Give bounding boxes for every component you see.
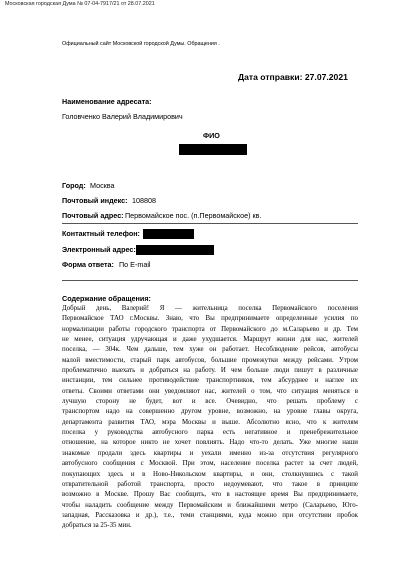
appeal-line: возможно в Москве. Прошу Вас сообщить, что в настоящее время Вы предпринимаете,: [62, 491, 358, 499]
appeal-line: западная, Рассказовка и др.), т.е., теми станциями, куда можно при отсутствии пробок: [62, 511, 358, 519]
address-label: Почтовый адрес:: [62, 211, 124, 220]
reply-form-value: По E-mail: [119, 260, 151, 269]
city-label: Город:: [62, 181, 86, 190]
phone-redaction: [143, 229, 194, 239]
send-date: [238, 72, 348, 82]
addressee-value: Головченко Валерий Владимирович: [62, 112, 183, 121]
city-value: Москва: [90, 181, 115, 190]
appeal-line: отношение, на которое никто не хочет повлиять. Надо что-то делать. Уже многие наши: [62, 439, 358, 447]
content-label: Содержание обращения:: [62, 294, 151, 303]
site-caption: Официальный сайт Московской городской Думы. Обращения .: [62, 41, 220, 47]
appeal-line: проблематично выехать и добраться на работу. И чем больше люди пишут в различные: [62, 367, 358, 375]
appeal-line: автобусного сообщения с Москвой. При этом, население поселка растет за счет людей,: [62, 460, 358, 468]
postcode-value: 108808: [132, 196, 156, 205]
appeal-line: отвратительной работой транспорта, просто недоумевают, что такое в принципе: [62, 480, 358, 488]
postcode-label: Почтовый индекс:: [62, 196, 128, 205]
appeal-line: не менее, ситуация удручающая и даже ухудшается. Маршрут жизни для нас, жителей: [62, 336, 358, 344]
appeal-text: [62, 304, 358, 532]
phone-label: Контактный телефон:: [62, 229, 140, 238]
registration-stamp: Московская городская Дума № 07-04-7917/21 от 28.07.2021: [5, 1, 155, 7]
appeal-line: добраться за 25-35 мин.: [62, 522, 132, 530]
fio-redaction: [179, 144, 247, 155]
appeal-line: поселка у руководства автобусного парка есть негативное и пренебрежительное: [62, 429, 358, 437]
date-label: Дата отправки:: [238, 72, 303, 82]
addressee-label: Наименование адресата:: [62, 97, 152, 106]
divider: [62, 280, 358, 281]
appeal-line: поселка, — 304к. Чем дальше, тем хуже он работает. Несоблюдение рейсов, автобусы: [62, 346, 358, 354]
appeal-line: покупающих здесь и в Ново-Никольском квартиры, и они, столкнувшись с такой: [62, 470, 358, 478]
appeal-line: Добрый день, Валерий! Я — жительница поселка Первомайского поселения: [62, 305, 358, 312]
appeal-line: лучшую сторону не будет, вот и все. Очевидно, что решать проблему с: [62, 398, 358, 406]
appeal-line: ответы. Своими ответами они уведомляют нас, жителей о том, что ситуация меняться в: [62, 387, 358, 395]
email-label: Электронный адрес:: [62, 245, 136, 254]
fio-label: ФИО: [203, 131, 220, 140]
appeal-line: департамента развития ТАО, мэра Москвы и выше. Абсолютно ясно, что к жителям: [62, 418, 358, 426]
date-value: 27.07.2021: [304, 72, 348, 82]
divider: [62, 223, 358, 224]
email-redaction: [136, 245, 214, 255]
appeal-line: транспортом надо на совершенно другом уровне, возможно, на уровне главы округа,: [62, 408, 358, 416]
address-value: Первомайское пос. (п.Первомайское) кв.: [125, 211, 262, 220]
appeal-line: знакомые продали здесь квартиры и уехали именно из-за отсутствия регулярного: [62, 449, 358, 457]
appeal-line: малой вместимости, старый парк автобусов, большие промежутки между рейсами. Утром: [62, 356, 358, 364]
appeal-line: инстанции, тем сильнее противодействие транспортников, тем абсурднее и наглее их: [62, 377, 358, 385]
appeal-line: Первомайское ТАО г.Москвы. Знаю, что Вы предпринимаете определенные усилия по: [62, 315, 358, 323]
reply-form-label: Форма ответа:: [62, 260, 114, 269]
appeal-line: чтобы наладить сообщение между Первомайским и ближайшими метро (Саларьево, Юго-: [62, 501, 358, 509]
appeal-line: нормализации работы городского транспорта от Первомайского до м.Саларьево и др. Тем: [62, 325, 358, 333]
